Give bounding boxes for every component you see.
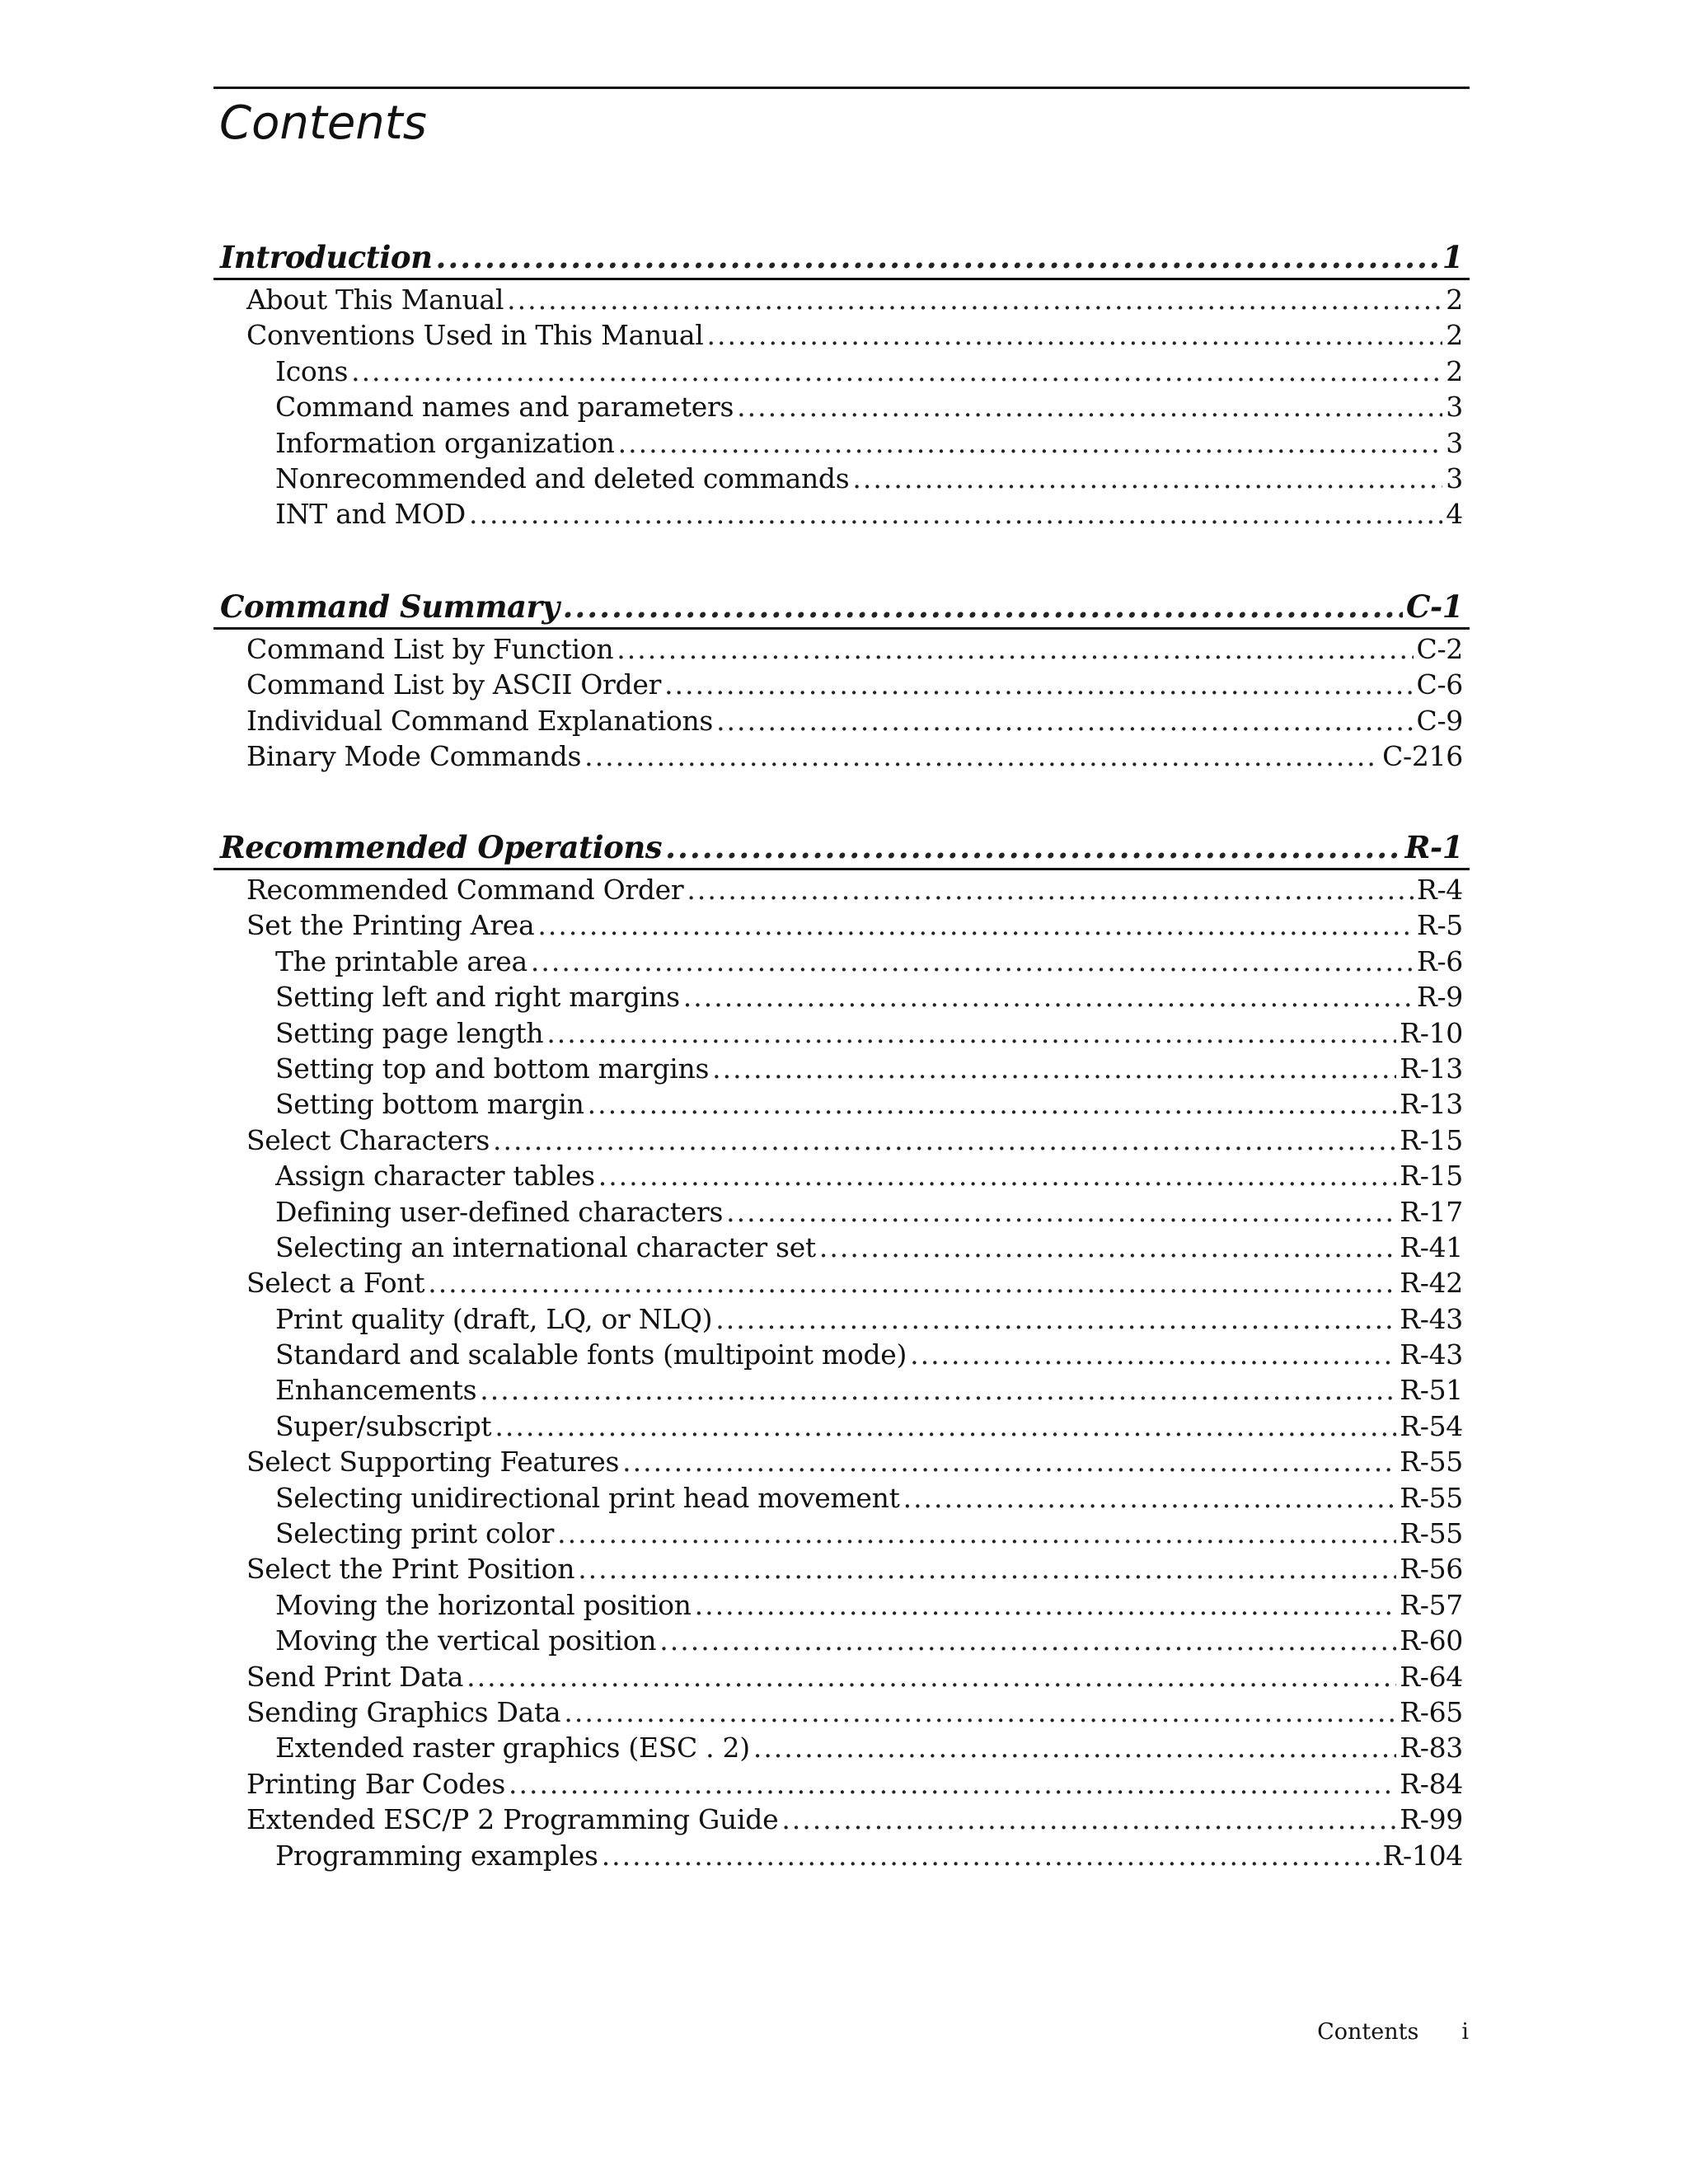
entry-page: R-54 — [1400, 1409, 1463, 1442]
entry-page: C-9 — [1416, 704, 1463, 737]
toc-entry[interactable] — [213, 282, 1470, 317]
dot-leader — [469, 496, 1442, 532]
entry-page: 2 — [1446, 354, 1463, 387]
entry-label: Information organization — [275, 426, 615, 459]
dot-leader — [598, 1158, 1397, 1193]
toc-entry[interactable] — [213, 317, 1470, 353]
entry-label: The printable area — [275, 944, 528, 977]
dot-leader — [480, 1372, 1396, 1408]
entry-label: Programming examples — [275, 1839, 598, 1872]
dot-leader — [495, 1408, 1396, 1444]
entry-page: R-55 — [1400, 1481, 1463, 1514]
toc-entry[interactable] — [213, 1230, 1470, 1265]
section-heading[interactable] — [213, 827, 1470, 870]
entry-page: 2 — [1446, 284, 1463, 316]
entry-label: Selecting an international character set — [275, 1230, 816, 1263]
toc-entry[interactable] — [213, 703, 1470, 738]
entry-label: Sending Graphics Data — [246, 1695, 561, 1728]
toc-entry[interactable] — [213, 1372, 1470, 1408]
dot-leader — [562, 586, 1402, 627]
toc-entry[interactable] — [213, 1516, 1470, 1551]
dot-leader — [531, 944, 1414, 979]
toc-entry[interactable] — [213, 1802, 1470, 1837]
toc-entry[interactable] — [213, 1766, 1470, 1802]
entry-label: Assign character tables — [275, 1160, 595, 1193]
dot-leader — [584, 738, 1379, 774]
entry-label: About This Manual — [246, 284, 504, 316]
page-title: Contents — [219, 96, 427, 150]
entry-page: R-13 — [1400, 1052, 1463, 1085]
dot-leader — [602, 1838, 1380, 1873]
entry-page: R-42 — [1400, 1267, 1463, 1300]
entry-label: Icons — [275, 354, 349, 387]
toc-entry[interactable] — [213, 631, 1470, 667]
entry-page: 3 — [1446, 391, 1463, 424]
toc-section-recommended-operations — [213, 827, 1470, 1873]
entry-page: R-104 — [1382, 1839, 1463, 1872]
entry-label: Defining user-defined characters — [275, 1195, 724, 1228]
entry-page: R-15 — [1400, 1160, 1463, 1193]
dot-leader — [564, 1694, 1396, 1730]
entry-label: Setting left and right margins — [275, 981, 680, 1014]
dot-leader — [618, 425, 1443, 461]
entry-page: C-2 — [1416, 633, 1463, 665]
toc-entry[interactable] — [213, 1659, 1470, 1694]
dot-leader — [903, 1480, 1397, 1516]
dot-leader — [737, 389, 1442, 424]
entry-page: R-55 — [1400, 1446, 1463, 1479]
toc-entry[interactable] — [213, 1587, 1470, 1623]
entry-page: 3 — [1446, 426, 1463, 459]
dot-leader — [557, 1516, 1396, 1551]
dot-leader — [716, 703, 1413, 738]
dot-leader — [578, 1551, 1396, 1586]
toc-entry[interactable] — [213, 979, 1470, 1015]
entry-page: R-99 — [1400, 1803, 1463, 1836]
entry-label: Moving the vertical position — [275, 1624, 657, 1657]
entry-page: 4 — [1446, 498, 1463, 531]
dot-leader — [428, 1265, 1396, 1301]
section-title: Command Summary — [220, 588, 560, 625]
toc-entry[interactable] — [213, 1158, 1470, 1193]
top-rule — [213, 87, 1470, 89]
entry-label: Selecting unidirectional print head movement — [275, 1481, 900, 1514]
dot-leader — [509, 1766, 1396, 1802]
entry-page: R-43 — [1400, 1302, 1463, 1335]
entry-page: R-13 — [1400, 1088, 1463, 1121]
entry-page: R-6 — [1416, 944, 1463, 977]
entry-label: Moving the horizontal position — [275, 1588, 692, 1621]
dot-leader — [546, 1015, 1396, 1051]
entry-page: R-84 — [1400, 1767, 1463, 1800]
dot-leader — [507, 282, 1442, 317]
entry-label: Enhancements — [275, 1374, 477, 1407]
toc-entry[interactable] — [213, 1337, 1470, 1372]
entry-label: Conventions Used in This Manual — [246, 319, 704, 352]
toc-entry[interactable] — [213, 1408, 1470, 1444]
entry-page: R-55 — [1400, 1517, 1463, 1550]
dot-leader — [617, 631, 1413, 667]
entry-label: Recommended Command Order — [246, 874, 684, 906]
toc-entry[interactable] — [213, 1694, 1470, 1730]
footer-label: Contents — [1317, 2019, 1419, 2045]
dot-leader — [659, 1623, 1396, 1658]
toc-entry[interactable] — [213, 1730, 1470, 1765]
entry-page: R-15 — [1400, 1123, 1463, 1156]
toc-entry[interactable] — [213, 1480, 1470, 1516]
entry-label: Setting bottom margin — [275, 1088, 584, 1121]
section-entries — [213, 870, 1470, 1873]
entry-label: Extended raster graphics (ESC . 2) — [275, 1732, 750, 1765]
entry-label: Command List by ASCII Order — [246, 668, 662, 701]
dot-leader — [753, 1730, 1396, 1765]
toc-entry[interactable] — [213, 667, 1470, 702]
toc-entry[interactable] — [213, 738, 1470, 774]
dot-leader — [695, 1587, 1397, 1623]
toc-entry[interactable] — [213, 389, 1470, 424]
toc-entry[interactable] — [213, 1051, 1470, 1086]
section-entries — [213, 630, 1470, 775]
entry-page: R-4 — [1416, 874, 1463, 906]
entry-page: R-57 — [1400, 1588, 1463, 1621]
section-title: Recommended Operations — [220, 829, 663, 865]
entry-label: Select Supporting Features — [246, 1446, 620, 1479]
entry-label: Print quality (draft, LQ, or NLQ) — [275, 1302, 713, 1335]
entry-page: R-41 — [1400, 1230, 1463, 1263]
entry-label: Super/subscript — [275, 1409, 492, 1442]
toc-entry[interactable] — [213, 1015, 1470, 1051]
entry-label: Select Characters — [246, 1123, 490, 1156]
dot-leader — [622, 1444, 1396, 1479]
entry-page: R-51 — [1400, 1374, 1463, 1407]
entry-label: Command List by Function — [246, 633, 614, 665]
entry-page: R-9 — [1416, 981, 1463, 1014]
entry-label: Selecting print color — [275, 1517, 555, 1550]
dot-leader — [910, 1337, 1396, 1372]
dot-leader — [712, 1051, 1396, 1086]
dot-leader — [436, 237, 1439, 278]
toc-entry[interactable] — [213, 1301, 1470, 1337]
entry-label: Setting top and bottom margins — [275, 1052, 710, 1085]
toc-entry[interactable] — [213, 496, 1470, 532]
entry-page: C-216 — [1382, 740, 1463, 773]
entry-page: R-17 — [1400, 1195, 1463, 1228]
entry-page: R-43 — [1400, 1338, 1463, 1371]
dot-leader — [493, 1122, 1396, 1158]
dot-leader — [687, 872, 1414, 907]
dot-leader — [351, 354, 1442, 389]
dot-leader — [715, 1301, 1396, 1337]
page-footer — [1317, 2018, 1469, 2047]
entry-label: Command names and parameters — [275, 391, 734, 424]
toc-entry[interactable] — [213, 1086, 1470, 1122]
section-page: 1 — [1442, 239, 1463, 275]
entry-label: INT and MOD — [275, 498, 466, 531]
dot-leader — [588, 1086, 1397, 1122]
entry-page: R-83 — [1400, 1732, 1463, 1765]
section-entries — [213, 280, 1470, 532]
entry-label: Select the Print Position — [246, 1553, 575, 1586]
entry-page: 3 — [1446, 462, 1463, 494]
toc-entry[interactable] — [213, 461, 1470, 496]
entry-page: R-56 — [1400, 1553, 1463, 1586]
footer-page-number: i — [1461, 2019, 1469, 2045]
dot-leader — [726, 1194, 1396, 1230]
dot-leader — [467, 1659, 1396, 1694]
section-heading[interactable] — [213, 586, 1470, 630]
dot-leader — [852, 461, 1442, 496]
entry-page: 2 — [1446, 319, 1463, 352]
entry-page: R-5 — [1416, 909, 1463, 942]
entry-label: Individual Command Explanations — [246, 704, 714, 737]
toc-entry[interactable] — [213, 354, 1470, 389]
toc-entry[interactable] — [213, 1122, 1470, 1158]
entry-label: Set the Printing Area — [246, 909, 535, 942]
dot-leader — [819, 1230, 1396, 1265]
dot-leader — [665, 827, 1402, 868]
entry-label: Binary Mode Commands — [246, 740, 582, 773]
toc-section-introduction — [213, 237, 1470, 532]
toc-entry[interactable] — [213, 907, 1470, 943]
toc-entry[interactable] — [213, 1194, 1470, 1230]
toc-entry[interactable] — [213, 1265, 1470, 1301]
entry-label: Send Print Data — [246, 1660, 464, 1693]
toc-entry[interactable] — [213, 1444, 1470, 1479]
toc-entry[interactable] — [213, 1838, 1470, 1873]
toc-entry[interactable] — [213, 425, 1470, 461]
dot-leader — [664, 667, 1413, 702]
dot-leader — [683, 979, 1414, 1015]
entry-page: R-60 — [1400, 1624, 1463, 1657]
section-page: R-1 — [1404, 829, 1463, 865]
entry-label: Select a Font — [246, 1267, 425, 1300]
toc-entry[interactable] — [213, 872, 1470, 907]
dot-leader — [537, 907, 1414, 943]
entry-label: Nonrecommended and deleted commands — [275, 462, 850, 494]
entry-label: Printing Bar Codes — [246, 1767, 505, 1800]
entry-label: Extended ESC/P 2 Programming Guide — [246, 1803, 779, 1836]
entry-label: Standard and scalable fonts (multipoint mode) — [275, 1338, 907, 1371]
dot-leader — [781, 1802, 1396, 1837]
section-title: Introduction — [220, 239, 433, 275]
entry-page: C-6 — [1416, 668, 1463, 701]
dot-leader — [707, 317, 1443, 353]
entry-page: R-64 — [1400, 1660, 1463, 1693]
toc-entry[interactable] — [213, 1551, 1470, 1586]
section-page: C-1 — [1405, 588, 1463, 625]
entry-label: Setting page length — [275, 1016, 544, 1049]
toc-section-command-summary — [213, 586, 1470, 775]
toc-entry[interactable] — [213, 1623, 1470, 1658]
section-heading[interactable] — [213, 237, 1470, 280]
entry-page: R-65 — [1400, 1695, 1463, 1728]
entry-page: R-10 — [1400, 1016, 1463, 1049]
toc-entry[interactable] — [213, 944, 1470, 979]
